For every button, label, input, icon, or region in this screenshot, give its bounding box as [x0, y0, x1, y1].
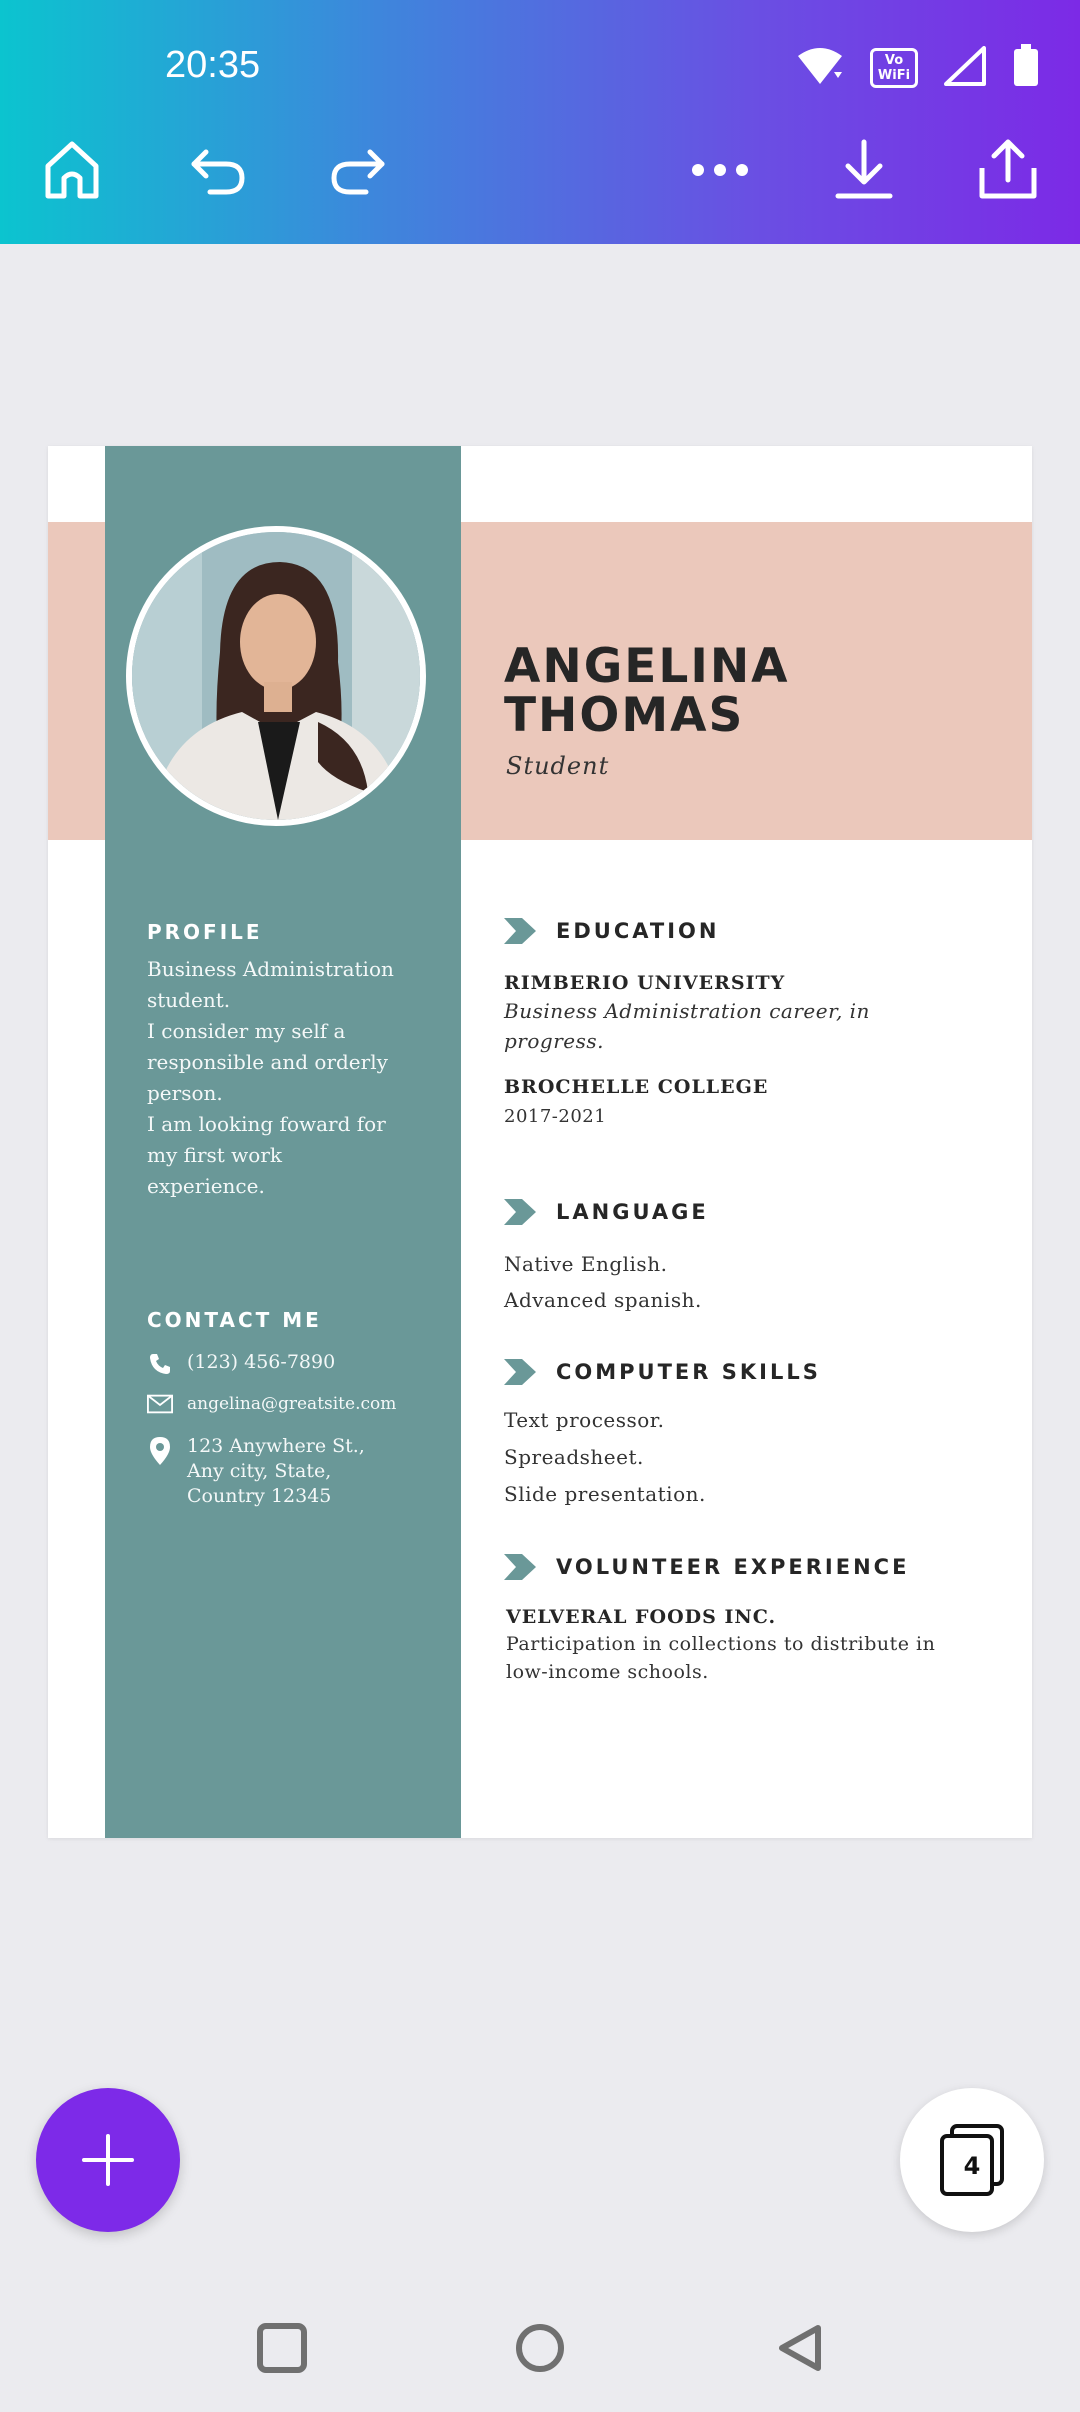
redo-button[interactable] — [318, 130, 398, 210]
profile-line: person. — [147, 1081, 223, 1105]
resume-page[interactable] — [48, 446, 1032, 1838]
volunteer-heading: VOLUNTEER EXPERIENCE — [556, 1555, 910, 1579]
address-line: Country 12345 — [187, 1485, 332, 1507]
back-icon — [774, 2322, 826, 2374]
download-button[interactable] — [824, 130, 904, 210]
address-line: Any city, State, — [187, 1460, 332, 1482]
first-name: ANGELINA — [504, 639, 790, 694]
share-icon — [976, 138, 1040, 202]
location-pin-icon — [147, 1434, 173, 1466]
chevron-right-icon — [504, 1199, 536, 1225]
resume-role[interactable]: Student — [506, 752, 610, 780]
top-bar — [0, 0, 1080, 244]
contact-phone-row[interactable] — [147, 1350, 335, 1376]
language-item: Native English. — [504, 1252, 668, 1276]
vowifi-top-label: Vo — [884, 53, 904, 68]
volunteer-desc[interactable] — [506, 1630, 935, 1686]
profile-line: I am looking foward for — [147, 1112, 386, 1136]
contact-address — [187, 1434, 365, 1509]
home-icon — [40, 138, 104, 202]
volunteer-org[interactable]: VELVERAL FOODS INC. — [506, 1606, 777, 1628]
status-icons — [796, 44, 1040, 92]
mail-icon — [147, 1392, 173, 1414]
wifi-icon — [796, 46, 844, 90]
computer-skills-heading-row[interactable] — [504, 1359, 821, 1385]
signal-icon — [944, 46, 986, 90]
vowifi-bottom-label: WiFi — [877, 68, 911, 83]
desc-line: progress. — [504, 1029, 604, 1053]
contact-address-row[interactable] — [147, 1434, 365, 1509]
language-heading-row[interactable] — [504, 1199, 709, 1225]
last-name: THOMAS — [504, 688, 745, 743]
undo-button[interactable] — [178, 130, 258, 210]
computer-skills-list[interactable] — [504, 1402, 706, 1513]
add-element-button[interactable] — [36, 2088, 180, 2232]
profile-line: Business Administration — [147, 957, 394, 981]
redo-icon — [326, 138, 390, 202]
education-school-1[interactable]: RIMBERIO UNIVERSITY — [504, 972, 786, 994]
desc-line: Participation in collections to distribute in — [506, 1633, 936, 1655]
share-button[interactable] — [968, 130, 1048, 210]
education-school-2[interactable]: BROCHELLE COLLEGE — [504, 1076, 769, 1098]
language-item: Advanced spanish. — [504, 1288, 702, 1312]
computer-skills-heading: COMPUTER SKILLS — [556, 1360, 821, 1384]
skill-item: Spreadsheet. — [504, 1445, 644, 1469]
education-heading: EDUCATION — [556, 919, 720, 943]
recents-icon — [256, 2322, 308, 2374]
status-time: 20:35 — [165, 44, 261, 86]
language-heading: LANGUAGE — [556, 1200, 709, 1224]
more-icon — [688, 138, 752, 202]
home-button[interactable] — [32, 130, 112, 210]
undo-icon — [186, 138, 250, 202]
back-button[interactable] — [770, 2318, 830, 2378]
contact-email-row[interactable] — [147, 1392, 396, 1417]
pages-count: 4 — [963, 2152, 981, 2180]
home-circle-icon — [514, 2322, 566, 2374]
education-heading-row[interactable] — [504, 918, 719, 944]
vowifi-icon — [870, 48, 918, 88]
language-list[interactable] — [504, 1246, 702, 1318]
volunteer-heading-row[interactable] — [504, 1554, 909, 1580]
home-nav-button[interactable] — [510, 2318, 570, 2378]
resume-name[interactable] — [504, 639, 984, 743]
profile-text[interactable] — [147, 954, 407, 1202]
recents-button[interactable] — [252, 2318, 312, 2378]
profile-heading[interactable]: PROFILE — [147, 920, 263, 944]
education-school-2-years[interactable]: 2017-2021 — [504, 1106, 607, 1127]
profile-line: experience. — [147, 1174, 265, 1198]
profile-photo[interactable] — [126, 526, 426, 826]
chevron-right-icon — [504, 1554, 536, 1580]
skill-item: Text processor. — [504, 1408, 665, 1432]
skill-item: Slide presentation. — [504, 1482, 706, 1506]
battery-icon — [1012, 44, 1040, 92]
person-portrait-icon — [132, 532, 420, 820]
address-line: 123 Anywhere St., — [187, 1435, 365, 1457]
contact-phone: (123) 456-7890 — [187, 1351, 336, 1373]
education-school-1-desc[interactable] — [504, 996, 870, 1056]
more-button[interactable] — [680, 130, 760, 210]
contact-email: angelina@greatsite.com — [187, 1394, 397, 1414]
profile-line: responsible and orderly — [147, 1050, 388, 1074]
plus-icon — [82, 2134, 134, 2186]
chevron-right-icon — [504, 1359, 536, 1385]
download-icon — [832, 138, 896, 202]
profile-line: my first work — [147, 1143, 283, 1167]
desc-line: low-income schools. — [506, 1661, 709, 1683]
contact-heading[interactable]: CONTACT ME — [147, 1308, 322, 1332]
profile-line: I consider my self a — [147, 1019, 346, 1043]
pages-button[interactable] — [900, 2088, 1044, 2232]
chevron-right-icon — [504, 918, 536, 944]
phone-icon — [147, 1350, 173, 1376]
profile-line: student. — [147, 988, 231, 1012]
desc-line: Business Administration career, in — [504, 999, 870, 1023]
